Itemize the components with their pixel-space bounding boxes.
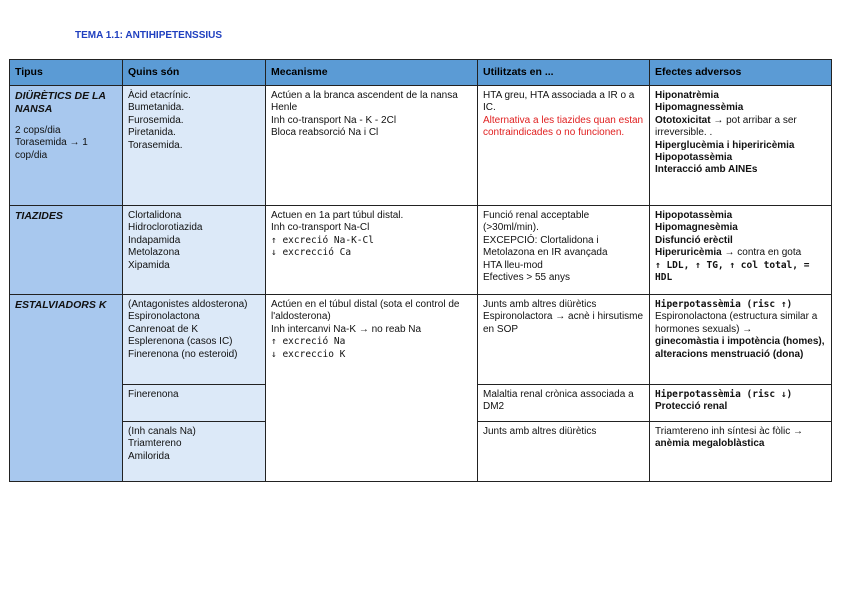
usage-line: HTA greu, HTA associada a IR o a IC. <box>483 90 635 114</box>
ef-estalviadors-2 <box>650 385 832 422</box>
drug-item: Canrenoat de K <box>128 323 199 335</box>
drug-item: Torasemida. <box>128 139 183 151</box>
mechanism-line: Inh intercanvi Na-K → no reab Na <box>271 323 422 335</box>
mec-diuretics <box>266 86 478 206</box>
drug-item: Esplerenona (casos IC) <box>128 336 233 348</box>
effect-line: Hipomagnessèmia <box>655 102 744 114</box>
row-tiazides <box>10 206 832 295</box>
drug-item: (Inh canals Na) <box>128 426 196 437</box>
mechanism-line: Actuen en 1a part túbul distal. <box>271 210 404 221</box>
effect-line: Interacció amb AINEs <box>655 164 758 176</box>
usage-alternative: Alternativa a les tiazides quan estan contraindicades o no funcionen. <box>483 114 644 139</box>
mechanism-line: Inh co-transport Na - K - 2Cl <box>271 114 397 126</box>
ef-diuretics <box>650 86 832 206</box>
mechanism-line: ↓ excrecció Ca <box>271 247 352 259</box>
tipus-name: DIÜRÈTICS DE LA NANSA <box>15 90 106 115</box>
effect-text: → contra en gota <box>721 247 802 259</box>
usage-line: Junts amb altres diürètics <box>483 299 597 310</box>
drug-item: Xipamida <box>128 259 170 271</box>
mechanism-line: ↑ excreció Na-K-Cl <box>271 234 374 246</box>
quins-estalviadors-3 <box>123 422 266 482</box>
drug-item: Finerenona (no esteroid) <box>128 348 238 360</box>
drug-item: Hidroclorotiazida <box>128 222 203 234</box>
effect-line <box>655 247 826 259</box>
util-estalviadors-2 <box>478 385 650 422</box>
effect-line: Hipopotassèmia <box>655 152 733 164</box>
mechanism-line: ↑ excreció Na <box>271 336 346 348</box>
effect-line: Hiperglucèmia i hiperiricèmia <box>655 139 795 151</box>
page-title: TEMA 1.1: ANTIHIPETENSSIUS <box>75 30 223 41</box>
effect-line: ginecomàstia i impotència (homes), alteracions menstruació (dona) <box>655 336 825 360</box>
drug-item: Indapamida <box>128 234 181 246</box>
usage-line: Efectives > 55 anys <box>483 272 570 284</box>
drug-item: Piretanida. <box>128 127 176 139</box>
usage-line: Espironolactora → acnè i hirsutisme en SOP <box>483 311 644 335</box>
util-tiazides <box>478 206 650 295</box>
quins-estalviadors-2 <box>123 385 266 422</box>
effect-line <box>655 115 826 140</box>
mechanism-line: Bloca reabsorció Na i Cl <box>271 127 379 139</box>
tipus-name: TIAZIDES <box>15 210 63 222</box>
tipus-note: 2 cops/dia <box>15 125 61 136</box>
header-mecanisme: Mecanisme <box>266 60 478 86</box>
mechanism-line: Actúen a la branca ascendent de la nansa Henle <box>271 90 458 114</box>
quins-diuretics <box>123 86 266 206</box>
drug-item: (Antagonistes aldosterona) <box>128 299 248 310</box>
drug-item: Clortalidona <box>128 210 182 221</box>
ef-tiazides <box>650 206 832 295</box>
tipus-note: Torasemida → 1 cop/dia <box>15 137 88 161</box>
header-efectes: Efectes adversos <box>650 60 832 86</box>
drug-item: Metolazona <box>128 247 180 259</box>
effect-line: Triamtereno inh síntesi àc fòlic → <box>655 426 804 437</box>
antihypertensive-table <box>9 59 832 482</box>
drug-item: Espironolactona <box>128 311 200 323</box>
effect-line: Hiponatrèmia <box>655 90 719 101</box>
usage-line: HTA lleu-mod <box>483 259 543 271</box>
drug-item: Àcid etacrínic. <box>128 90 191 101</box>
row-diuretics <box>10 86 832 206</box>
effect-line: Hipopotassèmia <box>655 210 733 221</box>
tipus-estalviadors <box>10 295 123 482</box>
drug-item: Finerenona <box>128 389 179 400</box>
drug-item: Amilorida <box>128 450 170 462</box>
drug-item: Bumetanida. <box>128 102 185 114</box>
header-utilitzats: Utilitzats en ... <box>478 60 650 86</box>
effect-line: Protecció renal <box>655 401 728 413</box>
mec-estalviadors <box>266 295 478 482</box>
mechanism-line: ↓ excreccio K <box>271 348 346 360</box>
header-quins: Quins són <box>123 60 266 86</box>
util-diuretics <box>478 86 650 206</box>
row-estalviadors-1 <box>10 295 832 385</box>
usage-line: Malaltia renal crònica associada a DM2 <box>483 389 634 413</box>
effect-head: Hiperpotassèmia (risc ↑) <box>655 299 793 310</box>
mechanism-line: Inh co-transport Na-Cl <box>271 222 370 234</box>
usage-line: Junts amb altres diürètics <box>483 426 597 437</box>
util-estalviadors-3 <box>478 422 650 482</box>
quins-estalviadors-1 <box>123 295 266 385</box>
tipus-diuretics <box>10 86 123 206</box>
effect-line: Hipomagnesèmia <box>655 222 738 234</box>
effect-text: → pot arribar a ser irreversible. . <box>655 114 797 139</box>
effect-bold: Hiperuricèmia <box>655 247 722 259</box>
effect-line: Disfunció erèctil <box>655 234 733 246</box>
usage-line: EXCEPCIÓ: Clortalidona i Metolazona en IR avançada <box>483 234 608 259</box>
mechanism-line: Actúen en el túbul distal (sota el control de l'aldosterona) <box>271 299 460 323</box>
ef-estalviadors-3 <box>650 422 832 482</box>
effect-bold: Ototoxicitat <box>655 114 711 126</box>
tipus-tiazides <box>10 206 123 295</box>
drug-item: Triamtereno <box>128 438 182 450</box>
header-tipus: Tipus <box>10 60 123 86</box>
effect-line: anèmia megaloblàstica <box>655 438 765 450</box>
effect-line: Espironolactona (estructura similar a hormones sexuals) → <box>655 311 818 335</box>
effect-lipids: ↑ LDL, ↑ TG, ↑ col total, = HDL <box>655 259 810 284</box>
tipus-name: ESTALVIADORS K <box>15 299 107 311</box>
mec-tiazides <box>266 206 478 295</box>
ef-estalviadors-1 <box>650 295 832 385</box>
effect-head: Hiperpotassèmia (risc ↓) <box>655 389 793 400</box>
usage-line: Funció renal acceptable (>30ml/min). <box>483 210 590 234</box>
drug-item: Furosemida. <box>128 114 184 126</box>
quins-tiazides <box>123 206 266 295</box>
util-estalviadors-1 <box>478 295 650 385</box>
header-row <box>10 60 832 86</box>
